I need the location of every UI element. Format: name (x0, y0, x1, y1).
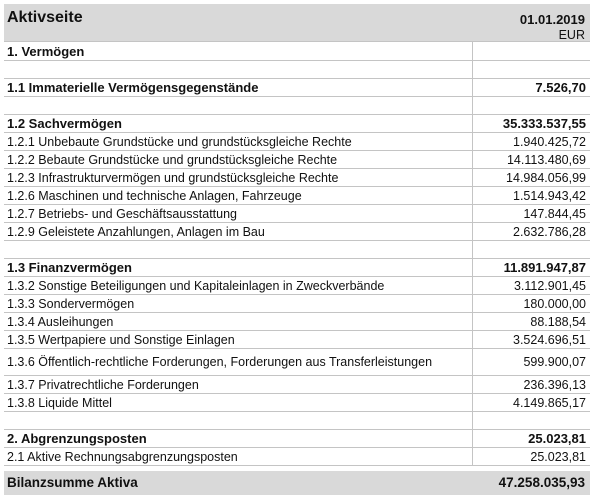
row-value (473, 412, 590, 429)
row-label: 1. Vermögen (4, 42, 473, 60)
table-row (4, 241, 590, 259)
table-row (4, 349, 590, 376)
row-value: 599.900,07 (523, 355, 586, 369)
row-value: 2.632.786,28 (513, 224, 586, 239)
row-label: 1.3 Finanzvermögen (4, 259, 473, 276)
table-row (4, 295, 590, 313)
table-row (4, 151, 590, 169)
balance-sheet (4, 4, 590, 466)
table-row (4, 313, 590, 331)
row-label (4, 241, 473, 258)
row-label: 2.1 Aktive Rechnungsabgrenzungsposten (4, 448, 473, 465)
table-row (4, 97, 590, 115)
row-label: 1.2.9 Geleistete Anzahlungen, Anlagen im Bau (4, 223, 473, 240)
table-row (4, 205, 590, 223)
row-value: 14.984.056,99 (506, 170, 586, 185)
row-label: 2. Abgrenzungsposten (4, 430, 473, 447)
row-value: 147.844,45 (523, 206, 586, 221)
row-label: 1.2.1 Unbebaute Grundstücke und grundstücksgleiche Rechte (4, 133, 473, 150)
row-value: 3.524.696,51 (513, 332, 586, 347)
table-row (4, 376, 590, 394)
row-label (4, 97, 473, 114)
row-label: 1.3.5 Wertpapiere und Sonstige Einlagen (4, 331, 473, 348)
page-title: Aktivseite (7, 9, 83, 26)
row-label: 1.3.8 Liquide Mittel (4, 394, 473, 411)
row-value: 14.113.480,69 (506, 152, 586, 167)
table-row (4, 331, 590, 349)
row-value (473, 42, 590, 60)
row-label: 1.2.2 Bebaute Grundstücke und grundstücksgleiche Rechte (4, 151, 473, 168)
reporting-date: 01.01.2019 (519, 12, 585, 27)
row-value: 88.188,54 (530, 314, 586, 329)
row-value: 11.891.947,87 (503, 260, 586, 275)
table-row (4, 42, 590, 61)
table-row (4, 259, 590, 277)
total-value: 47.258.035,93 (498, 475, 585, 490)
row-value: 1.940.425,72 (513, 134, 586, 149)
row-value (473, 61, 590, 78)
row-value (473, 241, 590, 258)
row-label (4, 61, 473, 78)
row-value: 25.023,81 (530, 449, 586, 464)
row-label: 1.3.3 Sondervermögen (4, 295, 473, 312)
row-value (473, 97, 590, 114)
row-label: 1.2.7 Betriebs- und Geschäftsausstattung (4, 205, 473, 222)
table-body (4, 42, 590, 466)
row-value: 236.396,13 (523, 377, 586, 392)
table-row (4, 133, 590, 151)
table-row (4, 277, 590, 295)
total-row (4, 471, 590, 495)
row-label: 1.3.2 Sonstige Beteiligungen und Kapitaleinlagen in Zweckverbände (4, 277, 473, 294)
row-value: 7.526,70 (535, 80, 586, 95)
row-value: 4.149.865,17 (513, 395, 586, 410)
row-label: 1.3.7 Privatrechtliche Forderungen (4, 376, 473, 393)
table-row (4, 448, 590, 466)
total-label: Bilanzsumme Aktiva (7, 475, 138, 490)
row-label: 1.1 Immaterielle Vermögensgegenstände (4, 79, 473, 96)
row-label: 1.2.3 Infrastrukturvermögen und grundstücksgleiche Rechte (4, 169, 473, 186)
table-row (4, 412, 590, 430)
table-row (4, 169, 590, 187)
row-label (4, 412, 473, 429)
table-row (4, 223, 590, 241)
row-value: 1.514.943,42 (513, 188, 586, 203)
row-value: 35.333.537,55 (502, 116, 586, 131)
row-value: 180.000,00 (523, 296, 586, 311)
table-row (4, 394, 590, 412)
row-label: 1.3.6 Öffentlich-rechtliche Forderungen, Forderungen aus Transferleistungen (4, 349, 473, 375)
row-value: 3.112.901,45 (513, 278, 586, 293)
table-row (4, 430, 590, 448)
currency-label: EUR (558, 28, 585, 42)
row-label: 1.3.4 Ausleihungen (4, 313, 473, 330)
sheet-header (4, 4, 590, 42)
row-label: 1.2 Sachvermögen (4, 115, 473, 132)
table-row (4, 115, 590, 133)
table-row (4, 61, 590, 79)
table-row (4, 187, 590, 205)
table-row (4, 79, 590, 97)
row-value: 25.023,81 (528, 431, 586, 446)
row-label: 1.2.6 Maschinen und technische Anlagen, Fahrzeuge (4, 187, 473, 204)
